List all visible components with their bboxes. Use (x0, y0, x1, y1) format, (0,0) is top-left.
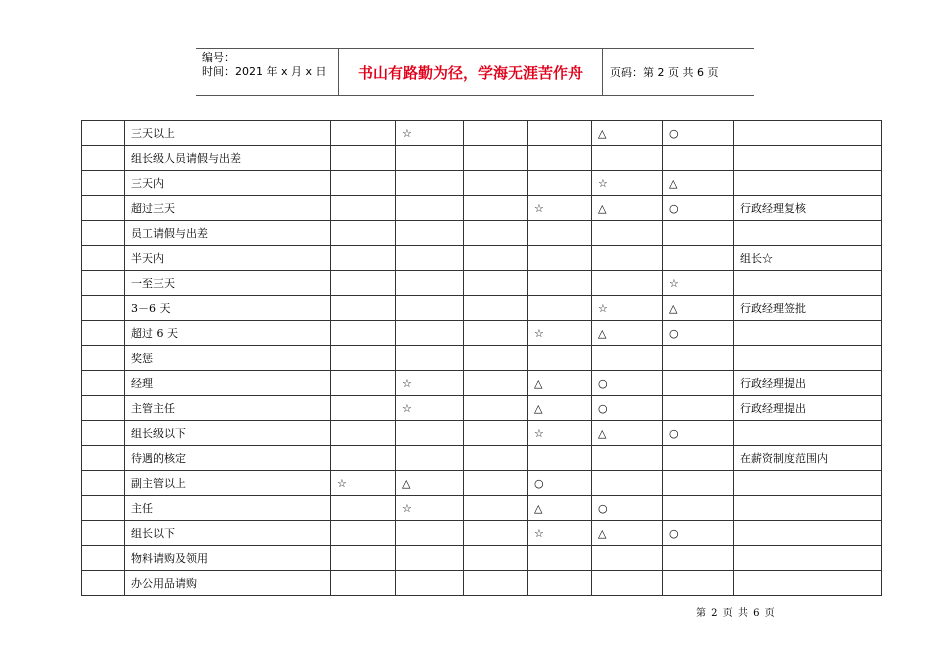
table-cell (82, 346, 125, 371)
table-cell: △ (528, 496, 592, 521)
table-row (82, 546, 882, 571)
table-row (82, 496, 882, 521)
table-cell (82, 296, 125, 321)
table-cell: △ (592, 321, 663, 346)
table-cell (396, 171, 464, 196)
table-cell: △ (663, 171, 734, 196)
table-cell: ☆ (528, 521, 592, 546)
table-row (82, 571, 882, 596)
table-cell (82, 171, 125, 196)
table-cell (464, 121, 528, 146)
table-row (82, 471, 882, 496)
table-cell (82, 446, 125, 471)
table-cell (592, 446, 663, 471)
table-cell (82, 546, 125, 571)
table-cell (82, 521, 125, 546)
table-cell (396, 271, 464, 296)
table-cell (331, 396, 396, 421)
row-item-label: 主任 (125, 496, 331, 521)
table-cell (331, 521, 396, 546)
table-cell: ☆ (396, 121, 464, 146)
table-cell (331, 271, 396, 296)
row-remark-cell: 组长☆ (734, 246, 882, 271)
table-cell (396, 146, 464, 171)
table-cell: ☆ (528, 321, 592, 346)
row-item-label: 经理 (125, 371, 331, 396)
row-item-label: 3－6 天 (125, 296, 331, 321)
table-cell (528, 446, 592, 471)
table-cell (396, 421, 464, 446)
table-cell (464, 271, 528, 296)
table-cell (464, 221, 528, 246)
table-row (82, 521, 882, 546)
table-cell (464, 321, 528, 346)
table-cell (464, 371, 528, 396)
row-remark-cell: 行政经理签批 (734, 296, 882, 321)
table-cell (528, 146, 592, 171)
table-cell: ☆ (331, 471, 396, 496)
table-cell (82, 146, 125, 171)
page-footer: 第 2 页 共 6 页 (696, 608, 776, 619)
table-cell (663, 371, 734, 396)
table-cell (82, 221, 125, 246)
table-cell: ○ (592, 371, 663, 396)
table-cell: △ (592, 121, 663, 146)
table-cell (396, 296, 464, 321)
table-cell (331, 221, 396, 246)
table-cell: ○ (528, 471, 592, 496)
row-remark-cell (734, 146, 882, 171)
table-cell (396, 221, 464, 246)
table-cell (528, 571, 592, 596)
approval-table-body (82, 121, 882, 596)
table-row (82, 371, 882, 396)
table-cell (82, 421, 125, 446)
table-cell (396, 196, 464, 221)
table-cell: ☆ (396, 496, 464, 521)
table-cell: ○ (663, 321, 734, 346)
table-cell (663, 546, 734, 571)
row-item-label: 物料请购及领用 (125, 546, 331, 571)
table-cell (663, 246, 734, 271)
table-cell (464, 146, 528, 171)
row-item-label: 副主管以上 (125, 471, 331, 496)
table-cell (592, 221, 663, 246)
table-cell (663, 496, 734, 521)
table-cell: ☆ (663, 271, 734, 296)
row-remark-cell (734, 521, 882, 546)
table-cell (331, 171, 396, 196)
table-cell (528, 271, 592, 296)
table-cell (464, 496, 528, 521)
table-cell (592, 271, 663, 296)
table-cell (396, 546, 464, 571)
table-row (82, 271, 882, 296)
table-cell (464, 571, 528, 596)
table-cell: ○ (663, 421, 734, 446)
row-remark-cell (734, 471, 882, 496)
table-row (82, 221, 882, 246)
row-item-label: 奖惩 (125, 346, 331, 371)
time-label: 时间：2021 年 x 月 x 日 (202, 65, 327, 78)
table-cell: △ (663, 296, 734, 321)
row-item-label: 组长级人员请假与出差 (125, 146, 331, 171)
table-cell (396, 521, 464, 546)
table-cell (82, 371, 125, 396)
row-item-label: 组长级以下 (125, 421, 331, 446)
table-cell (464, 521, 528, 546)
table-cell (82, 321, 125, 346)
row-item-label: 主管主任 (125, 396, 331, 421)
table-cell: ○ (592, 496, 663, 521)
table-cell (82, 571, 125, 596)
row-remark-cell (734, 321, 882, 346)
table-cell (464, 346, 528, 371)
table-cell (663, 146, 734, 171)
row-remark-cell: 行政经理提出 (734, 371, 882, 396)
table-cell (396, 346, 464, 371)
table-row (82, 446, 882, 471)
table-cell: △ (592, 521, 663, 546)
table-row (82, 246, 882, 271)
table-cell (331, 296, 396, 321)
table-cell (464, 421, 528, 446)
table-cell: ☆ (528, 421, 592, 446)
table-cell (331, 446, 396, 471)
table-cell (331, 546, 396, 571)
table-cell: ☆ (396, 371, 464, 396)
table-cell (82, 496, 125, 521)
table-cell: ☆ (528, 196, 592, 221)
table-row (82, 196, 882, 221)
row-remark-cell (734, 171, 882, 196)
row-remark-cell (734, 421, 882, 446)
row-item-label: 一至三天 (125, 271, 331, 296)
table-cell: ☆ (396, 396, 464, 421)
table-row (82, 321, 882, 346)
table-cell (396, 446, 464, 471)
table-cell (464, 171, 528, 196)
table-cell (663, 396, 734, 421)
table-cell (464, 296, 528, 321)
table-cell: △ (592, 421, 663, 446)
row-remark-cell (734, 271, 882, 296)
row-item-label: 超过 6 天 (125, 321, 331, 346)
table-cell (331, 346, 396, 371)
row-remark-cell: 行政经理复核 (734, 196, 882, 221)
table-cell (464, 246, 528, 271)
table-cell (528, 171, 592, 196)
table-cell (464, 396, 528, 421)
table-cell (331, 571, 396, 596)
row-remark-cell (734, 571, 882, 596)
table-cell (331, 146, 396, 171)
table-cell (464, 196, 528, 221)
table-cell: △ (528, 371, 592, 396)
table-cell (464, 546, 528, 571)
table-cell (82, 471, 125, 496)
row-remark-cell: 在薪资制度范围内 (734, 446, 882, 471)
document-header (196, 48, 754, 96)
table-cell: ☆ (592, 296, 663, 321)
table-cell (331, 371, 396, 396)
table-cell (592, 246, 663, 271)
table-row (82, 171, 882, 196)
table-cell (592, 346, 663, 371)
table-cell (592, 146, 663, 171)
row-item-label: 组长以下 (125, 521, 331, 546)
row-item-label: 员工请假与出差 (125, 221, 331, 246)
table-row (82, 396, 882, 421)
table-cell (396, 246, 464, 271)
table-cell (528, 121, 592, 146)
table-row (82, 296, 882, 321)
table-cell: ○ (592, 396, 663, 421)
table-row (82, 121, 882, 146)
number-label: 编号： (202, 51, 235, 64)
table-cell: ○ (663, 121, 734, 146)
table-cell (528, 546, 592, 571)
table-cell (331, 496, 396, 521)
row-item-label: 半天内 (125, 246, 331, 271)
row-remark-cell: 行政经理提出 (734, 396, 882, 421)
table-cell (82, 121, 125, 146)
table-cell (592, 471, 663, 496)
table-cell (331, 246, 396, 271)
table-cell (663, 346, 734, 371)
table-cell (528, 296, 592, 321)
row-item-label: 超过三天 (125, 196, 331, 221)
table-cell: △ (528, 396, 592, 421)
table-cell (82, 271, 125, 296)
table-cell (528, 346, 592, 371)
table-cell: △ (396, 471, 464, 496)
header-motto: 书山有路勤为径，学海无涯苦作舟 (339, 49, 603, 95)
table-row (82, 421, 882, 446)
approval-table (81, 120, 882, 596)
table-cell: ○ (663, 196, 734, 221)
row-remark-cell (734, 346, 882, 371)
row-item-label: 三天内 (125, 171, 331, 196)
table-row (82, 346, 882, 371)
table-cell (396, 571, 464, 596)
table-cell (396, 321, 464, 346)
row-remark-cell (734, 496, 882, 521)
table-cell (663, 471, 734, 496)
table-cell (663, 221, 734, 246)
row-remark-cell (734, 121, 882, 146)
table-cell (528, 221, 592, 246)
table-cell (331, 196, 396, 221)
table-cell (663, 571, 734, 596)
row-item-label: 待遇的核定 (125, 446, 331, 471)
table-cell (663, 446, 734, 471)
table-cell (331, 121, 396, 146)
table-cell: △ (592, 196, 663, 221)
header-page-info: 页码：第 2 页 共 6 页 (610, 66, 719, 79)
row-remark-cell (734, 546, 882, 571)
table-cell (331, 321, 396, 346)
row-item-label: 三天以上 (125, 121, 331, 146)
table-cell (592, 571, 663, 596)
table-cell (331, 421, 396, 446)
table-cell (464, 471, 528, 496)
table-cell (528, 246, 592, 271)
table-cell (464, 446, 528, 471)
table-cell: ○ (663, 521, 734, 546)
row-remark-cell (734, 221, 882, 246)
table-cell (82, 196, 125, 221)
table-cell (82, 246, 125, 271)
table-cell (82, 396, 125, 421)
row-item-label: 办公用品请购 (125, 571, 331, 596)
table-cell (592, 546, 663, 571)
table-cell: ☆ (592, 171, 663, 196)
header-meta (196, 49, 339, 95)
table-row (82, 146, 882, 171)
